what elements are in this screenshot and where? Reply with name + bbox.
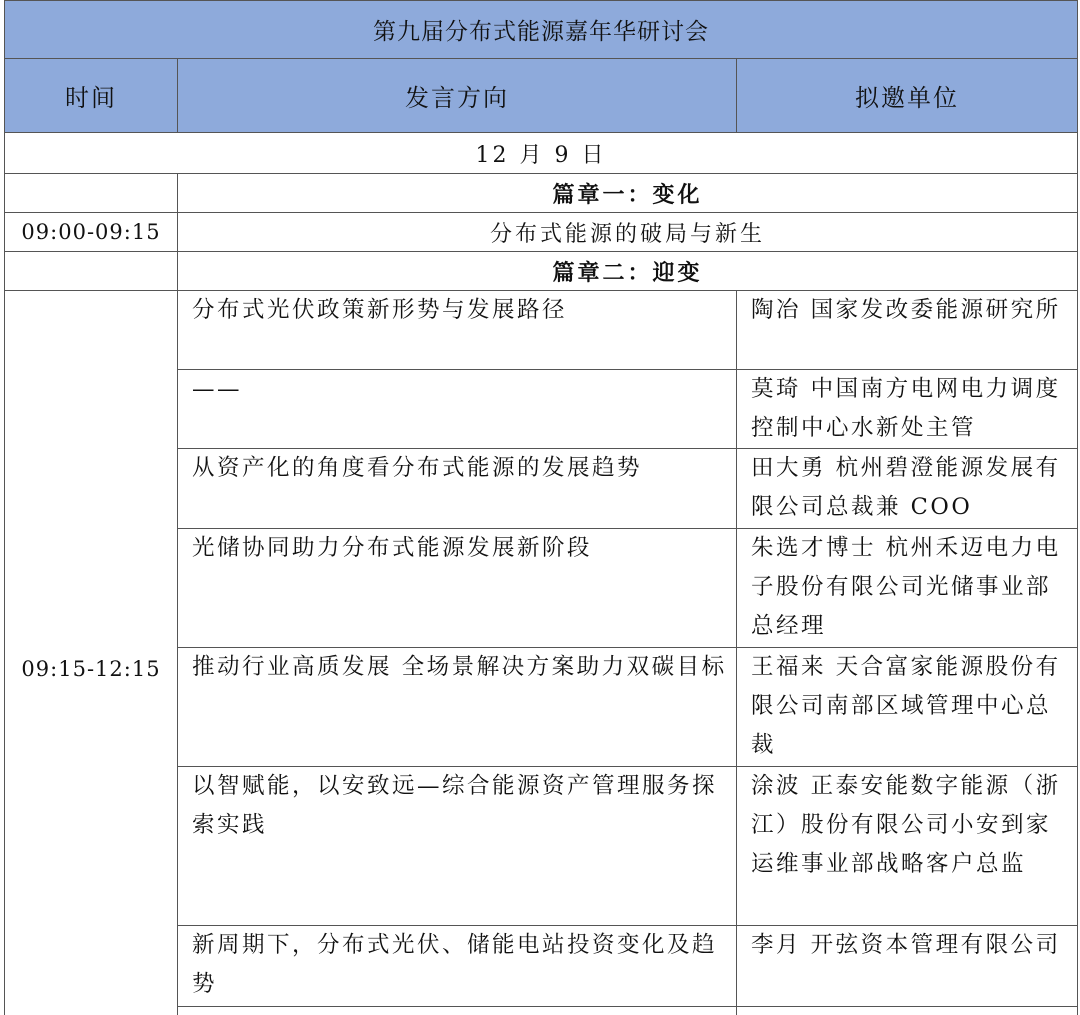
talk-topic: 光储协同助力分布式能源发展新阶段 xyxy=(178,529,737,648)
agenda-table xyxy=(4,0,1078,1015)
opening-time: 09:00-09:15 xyxy=(5,213,178,252)
column-header-speaker: 拟邀单位 xyxy=(737,59,1078,133)
talk-speaker xyxy=(737,1007,1078,1015)
talk-speaker: 王福来 天合富家能源股份有限公司南部区域管理中心总裁 xyxy=(737,648,1078,767)
talk-topic: —— xyxy=(178,370,737,449)
chapter1-label: 篇章一：变化 xyxy=(178,174,1078,213)
chapter1-row xyxy=(5,174,1078,213)
date-label: 12 月 9 日 xyxy=(5,133,1078,174)
column-header-row xyxy=(5,59,1078,133)
talk-speaker: 莫琦 中国南方电网电力调度控制中心水新处主管 xyxy=(737,370,1078,449)
opening-row xyxy=(5,213,1078,252)
talk-topic: 新周期下，分布式光伏、储能电站投资变化及趋势 xyxy=(178,926,737,1007)
talk-speaker: 田大勇 杭州碧澄能源发展有限公司总裁兼 COO xyxy=(737,449,1078,529)
title-row xyxy=(5,1,1078,59)
chapter1-time-empty xyxy=(5,174,178,213)
talk-speaker: 陶冶 国家发改委能源研究所 xyxy=(737,291,1078,370)
column-header-time: 时间 xyxy=(5,59,178,133)
chapter2-label: 篇章二：迎变 xyxy=(178,252,1078,291)
chapter2-time: 09:15-12:15 xyxy=(5,291,178,1015)
talk-speaker: 涂波 正泰安能数字能源（浙江）股份有限公司小安到家运维事业部战略客户总监 xyxy=(737,767,1078,926)
document-title: 第九届分布式能源嘉年华研讨会 xyxy=(5,1,1078,59)
date-row xyxy=(5,133,1078,174)
talk-topic: 分布式光伏政策新形势与发展路径 xyxy=(178,291,737,370)
chapter2-time-empty xyxy=(5,252,178,291)
opening-topic: 分布式能源的破局与新生 xyxy=(178,213,1078,252)
talk-speaker: 朱选才博士 杭州禾迈电力电子股份有限公司光储事业部总经理 xyxy=(737,529,1078,648)
talk-topic: 从资产化的角度看分布式能源的发展趋势 xyxy=(178,449,737,529)
talk-row xyxy=(5,291,1078,370)
column-header-topic: 发言方向 xyxy=(178,59,737,133)
talk-topic: 推动行业高质发展 全场景解决方案助力双碳目标 xyxy=(178,648,737,767)
talk-topic: 以智赋能，以安致远—综合能源资产管理服务探索实践 xyxy=(178,767,737,926)
talk-topic xyxy=(178,1007,737,1015)
talk-speaker: 李月 开弦资本管理有限公司 xyxy=(737,926,1078,1007)
chapter2-row xyxy=(5,252,1078,291)
